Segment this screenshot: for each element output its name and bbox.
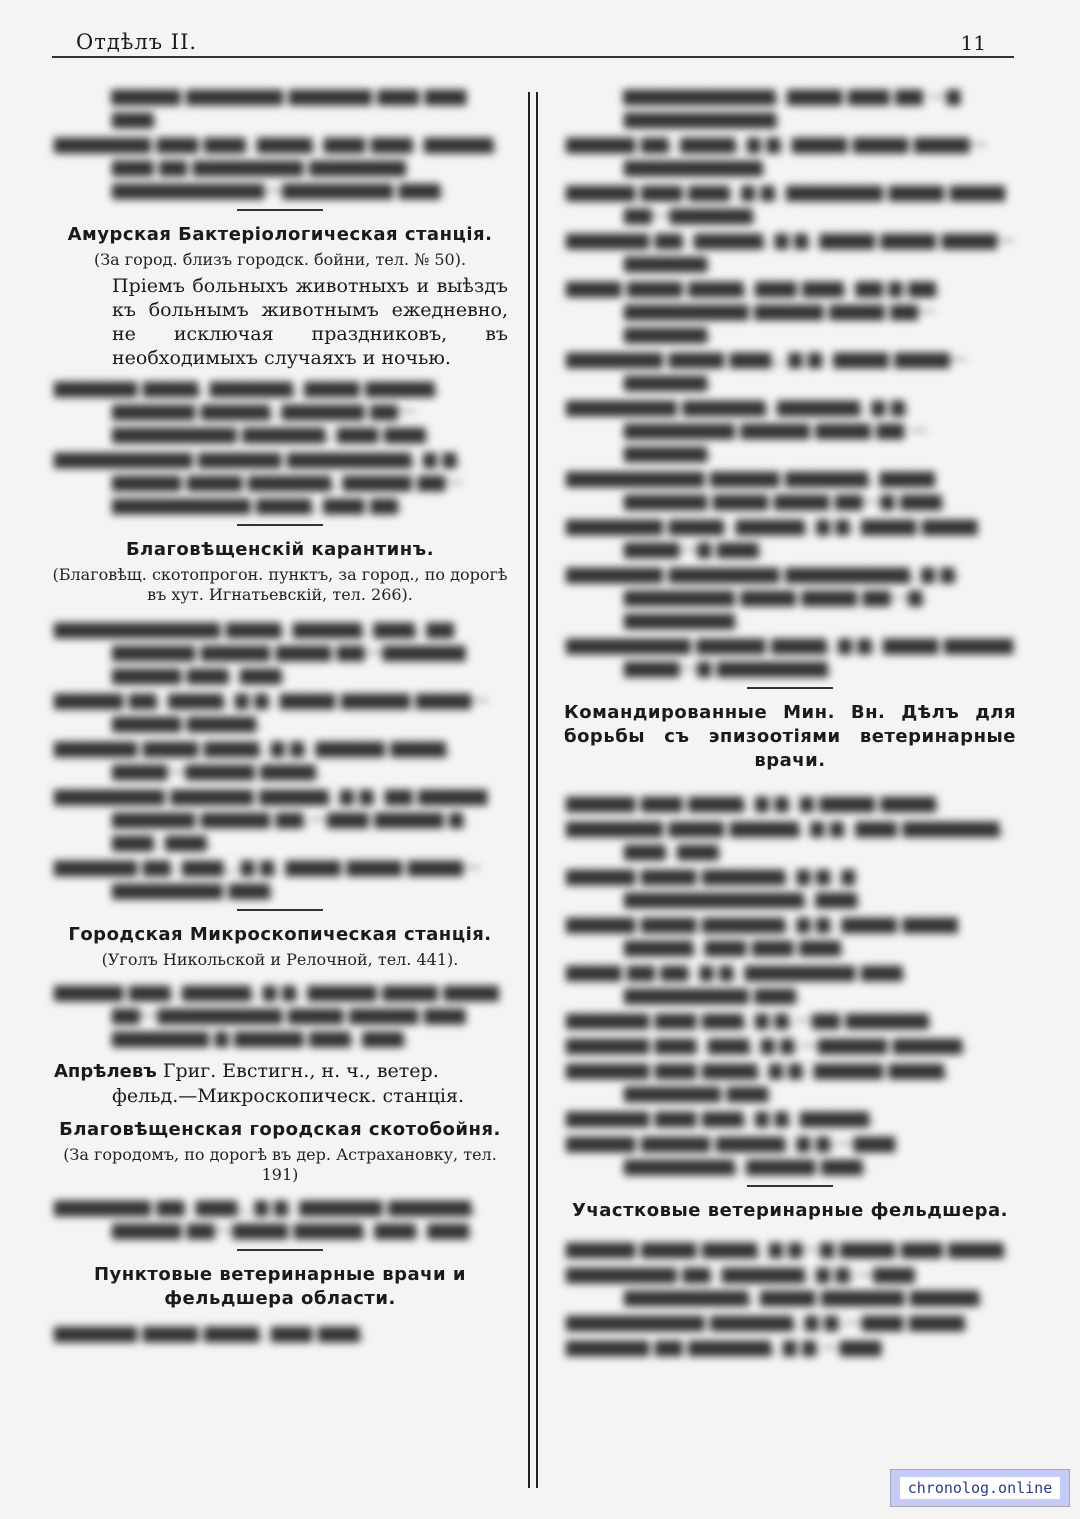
section-divider — [747, 1185, 833, 1187]
entry-text: Григ. Евстигн., н. ч., ветер. фельд.—Микроскопическ. станція. — [112, 1060, 465, 1107]
section-divider — [237, 209, 323, 211]
section-address: (Благовѣщ. скотопрогон. пунктъ, за город., по дорогѣ въ хут. Игнатьевскій, тел. 266). — [52, 565, 508, 604]
section-address: (Уголъ Никольской и Релочной, тел. 441). — [101, 950, 459, 969]
redacted-entries: ▆▆▆▆▆ ▆▆▆▆ ▆▆▆▆, ▆ ▆—▆ ▆▆▆▆ ▆▆▆ ▆▆▆▆. ▆▆▆▆▆▆▆▆ ▆▆. ▆▆▆▆▆▆, ▆ ▆.—▆▆▆ ▆▆▆▆▆▆▆▆▆, ▆▆▆▆ ▆▆▆▆▆▆ ▆▆▆▆▆. ▆▆▆▆▆▆▆▆▆▆ ▆▆▆▆▆▆, ▆ ▆.—▆▆▆ ▆▆▆▆. ▆▆▆▆▆▆ ▆▆ ▆▆▆▆▆▆, ▆ ▆.—▆▆▆ — [566, 1238, 1010, 1357]
watermark — [890, 1469, 1070, 1507]
redacted-entries: ▆▆▆▆▆ ▆▆▆. ▆▆▆▆▆, ▆ ▆. ▆▆▆▆▆ ▆▆▆▆ ▆▆▆▆ ▆▆—▆▆▆▆▆▆▆▆▆ ▆▆▆▆ ▆▆▆▆▆ ▆▆▆ ▆▆▆▆▆▆▆ ▆ ▆▆▆▆▆ ▆▆▆. ▆▆▆. — [54, 981, 499, 1048]
redacted-entries: ▆▆▆▆▆ ▆▆▆▆▆▆▆ ▆▆▆▆▆▆ ▆▆▆ ▆▆▆ ▆▆▆. ▆▆▆▆▆▆▆ ▆▆▆ ▆▆▆. ▆▆▆▆, ▆▆▆ ▆▆▆. ▆▆▆▆▆, ▆▆▆ ▆▆ ▆▆▆▆▆▆▆▆ ▆▆▆▆▆▆▆ ▆▆▆▆▆▆▆▆▆▆▆—▆▆▆▆▆▆▆▆ ▆▆▆. — [54, 85, 499, 200]
redacted-entries: ▆▆▆▆▆▆ ▆▆▆▆ ▆▆▆▆, ▆▆▆ ▆▆▆, — [54, 1322, 366, 1343]
column-divider-right — [536, 92, 538, 1488]
section-address: (За город. близъ городск. бойни, тел. № 50). — [93, 250, 467, 269]
redacted-entries: ▆▆▆▆▆▆ ▆▆▆▆, ▆▆▆▆▆▆, ▆▆▆▆ ▆▆▆▆▆, ▆▆▆▆▆▆ ▆▆▆▆▆, ▆▆▆▆▆▆ ▆▆—▆▆▆▆▆▆▆▆▆ ▆▆▆▆▆▆, ▆▆▆ ▆▆▆. ▆▆▆▆▆▆▆▆▆▆ ▆▆▆▆▆▆ ▆▆▆▆▆▆▆▆▆, ▆ ▆. ▆▆▆▆▆ ▆▆▆▆ ▆▆▆▆▆▆, ▆▆▆▆▆ ▆▆—▆▆▆▆▆▆▆▆▆▆ ▆▆▆▆, ▆▆▆ ▆▆. — [54, 377, 464, 515]
list-item — [52, 1059, 508, 1108]
section-address: (За городомъ, по дорогѣ въ дер. Астрахановку, тел. 191) — [63, 1145, 497, 1184]
section-description: Пріемъ больныхъ животныхъ и выѣздъ къ больнымъ животнымъ ежедневно, не исключая праздниковъ, въ необходимыхъ случаяхъ и ночью. — [112, 275, 508, 369]
page-number: 11 — [960, 31, 986, 55]
redacted-entries: ▆▆▆▆▆▆▆▆▆▆▆, ▆▆▆▆ ▆▆▆ ▆▆ —▆ ▆▆▆▆▆▆▆▆▆▆▆. ▆▆▆▆▆ ▆▆. ▆▆▆▆, ▆ ▆. ▆▆▆▆ ▆▆▆▆ ▆▆▆▆—▆▆▆▆▆▆▆▆▆▆. ▆▆▆▆▆ ▆▆▆ ▆▆▆. ▆ ▆. ▆▆▆▆▆▆▆ ▆▆▆▆ ▆▆▆▆ ▆▆—▆▆▆▆▆▆. ▆▆▆▆▆▆ ▆▆. ▆▆▆▆▆, ▆ ▆. ▆▆▆▆ ▆▆▆▆ ▆▆▆▆—▆▆▆▆▆▆. ▆▆▆▆ ▆▆▆▆ ▆▆▆▆, ▆▆▆ ▆▆▆. ▆▆ ▆ ▆▆. ▆▆▆▆▆▆▆▆▆ ▆▆▆▆▆ ▆▆▆▆ ▆▆—▆▆▆▆▆▆. ▆▆▆▆▆▆▆ ▆▆▆▆ ▆▆▆., ▆ ▆. ▆▆▆▆ ▆▆▆▆—▆▆▆▆▆▆. ▆▆▆▆▆▆▆▆ ▆▆▆▆▆▆, ▆▆▆▆▆▆, ▆ ▆. ▆▆▆▆▆▆▆▆ ▆▆▆▆▆ ▆▆▆▆ ▆▆ —▆▆▆▆▆▆. ▆▆▆▆▆▆▆▆▆▆ ▆▆▆▆▆ ▆▆▆▆▆▆, ▆▆▆▆ ▆▆▆▆▆▆ ▆▆▆▆ ▆▆▆▆ ▆▆—▆ ▆▆▆. ▆▆▆▆▆▆▆ ▆▆▆▆. ▆▆▆▆▆, ▆ ▆. ▆▆▆▆ ▆▆▆▆ ▆▆▆▆—▆ ▆▆▆. ▆▆▆▆▆▆▆ ▆▆▆▆▆▆▆▆ ▆▆▆▆▆▆▆▆▆, ▆ ▆. ▆▆▆▆▆▆▆▆ ▆▆▆▆ ▆▆▆▆ ▆▆—▆. ▆▆▆▆▆▆▆▆. ▆▆▆▆▆▆▆▆▆ ▆▆▆▆▆ ▆▆▆▆, ▆ ▆. ▆▆▆▆ ▆▆▆▆▆ ▆▆▆▆—▆ ▆▆▆▆▆▆▆▆. — [566, 85, 1015, 678]
section-divider — [237, 909, 323, 911]
watermark-text: chronolog.online — [900, 1477, 1061, 1499]
section-divider — [237, 524, 323, 526]
redacted-entries: ▆▆▆▆▆▆▆ ▆▆. ▆▆▆., ▆ ▆. ▆▆▆▆▆▆ ▆▆▆▆▆▆, ▆▆▆▆▆ ▆▆—▆▆▆▆ ▆▆▆▆▆, ▆▆▆. ▆▆▆. — [54, 1196, 477, 1240]
entry-name: Апрѣлевъ — [54, 1061, 157, 1082]
section-heading: Благовѣщенская городская скотобойня. — [59, 1119, 501, 1140]
section-divider — [747, 687, 833, 689]
column-divider-left — [528, 92, 530, 1488]
section-divider — [237, 1249, 323, 1251]
section-heading: Командированные Мин. Вн. Дѣлъ для борьбы съ эпизоотіями ветеринарные врачи. — [564, 702, 1016, 771]
header-rule — [52, 56, 1014, 58]
section-heading: Амурская Бактеріологическая станція. — [67, 224, 493, 245]
section-heading: Участковые ветеринарные фельдшера. — [572, 1200, 1008, 1221]
redacted-entries: ▆▆▆▆▆ ▆▆▆ ▆▆▆▆, ▆ ▆. ▆ ▆▆▆▆ ▆▆▆▆. ▆▆▆▆▆▆▆ ▆▆▆▆ ▆▆▆▆▆, ▆ ▆. ▆▆▆ ▆▆▆▆▆▆▆, ▆▆▆. ▆▆▆. ▆▆▆▆▆ ▆▆▆▆ ▆▆▆▆▆▆, ▆ ▆. ▆ ▆▆▆▆▆▆▆▆▆▆▆▆▆, ▆▆▆. ▆▆▆▆▆ ▆▆▆▆ ▆▆▆▆▆▆, ▆ ▆. ▆▆▆▆ ▆▆▆▆ ▆▆▆▆▆, ▆▆▆ ▆▆▆ ▆▆▆. ▆▆▆▆ ▆▆ ▆▆. ▆ ▆. ▆▆▆▆▆▆▆▆ ▆▆▆. ▆▆▆▆▆▆▆▆▆ ▆▆▆. ▆▆▆▆▆▆ ▆▆▆ ▆▆▆, ▆ ▆.—▆▆ ▆▆▆▆▆▆. ▆▆▆▆▆▆ ▆▆▆. ▆▆▆, ▆ ▆.—▆▆▆▆▆ ▆▆▆▆▆. ▆▆▆▆▆▆ ▆▆▆ ▆▆▆▆, ▆ ▆. ▆▆▆▆▆ ▆▆▆▆, ▆▆▆▆▆▆▆ ▆▆▆. ▆▆▆▆▆▆ ▆▆▆ ▆▆▆, ▆ ▆. ▆▆▆▆▆. ▆▆▆▆▆ ▆▆▆▆▆ ▆▆▆▆▆, ▆ ▆.—▆▆▆ ▆▆▆▆▆▆▆▆, ▆▆▆▆▆ ▆▆▆. — [566, 792, 1006, 1176]
left-column — [52, 84, 508, 1346]
page-header — [52, 28, 1014, 58]
section-heading: Городская Микроскопическая станція. — [68, 924, 492, 945]
redacted-entries: ▆▆▆▆▆▆▆▆▆▆▆▆ ▆▆▆▆, ▆▆▆▆▆, ▆▆▆, ▆▆ ▆▆▆▆▆▆ ▆▆▆▆▆ ▆▆▆▆ ▆▆—▆▆▆▆▆▆ ▆▆▆▆▆ ▆▆▆. ▆▆▆. ▆▆▆▆▆ ▆▆. ▆▆▆▆, ▆ ▆. ▆▆▆▆ ▆▆▆▆▆ ▆▆▆▆—▆▆▆▆▆ ▆▆▆▆▆. ▆▆▆▆▆▆ ▆▆▆▆ ▆▆▆▆, ▆ ▆. ▆▆▆▆▆ ▆▆▆▆, ▆▆▆▆—▆▆▆▆▆ ▆▆▆▆. ▆▆▆▆▆▆▆▆ ▆▆▆▆▆▆ ▆▆▆▆▆, ▆ ▆. ▆▆ ▆▆▆▆▆ ▆▆▆▆▆▆ ▆▆▆▆▆ ▆▆.—▆▆▆ ▆▆▆▆▆ ▆. ▆▆▆. ▆▆▆. ▆▆▆▆▆▆ ▆▆. ▆▆▆., ▆ ▆. ▆▆▆▆ ▆▆▆▆ ▆▆▆▆—▆▆▆▆▆▆▆▆ ▆▆▆. — [54, 618, 490, 900]
section-title: Отдѣлъ II. — [76, 30, 198, 54]
section-heading: Благовѣщенскій карантинъ. — [125, 539, 435, 560]
section-heading: Пунктовые ветеринарные врачи и фельдшера области. — [93, 1264, 467, 1309]
right-column — [564, 84, 1016, 1360]
